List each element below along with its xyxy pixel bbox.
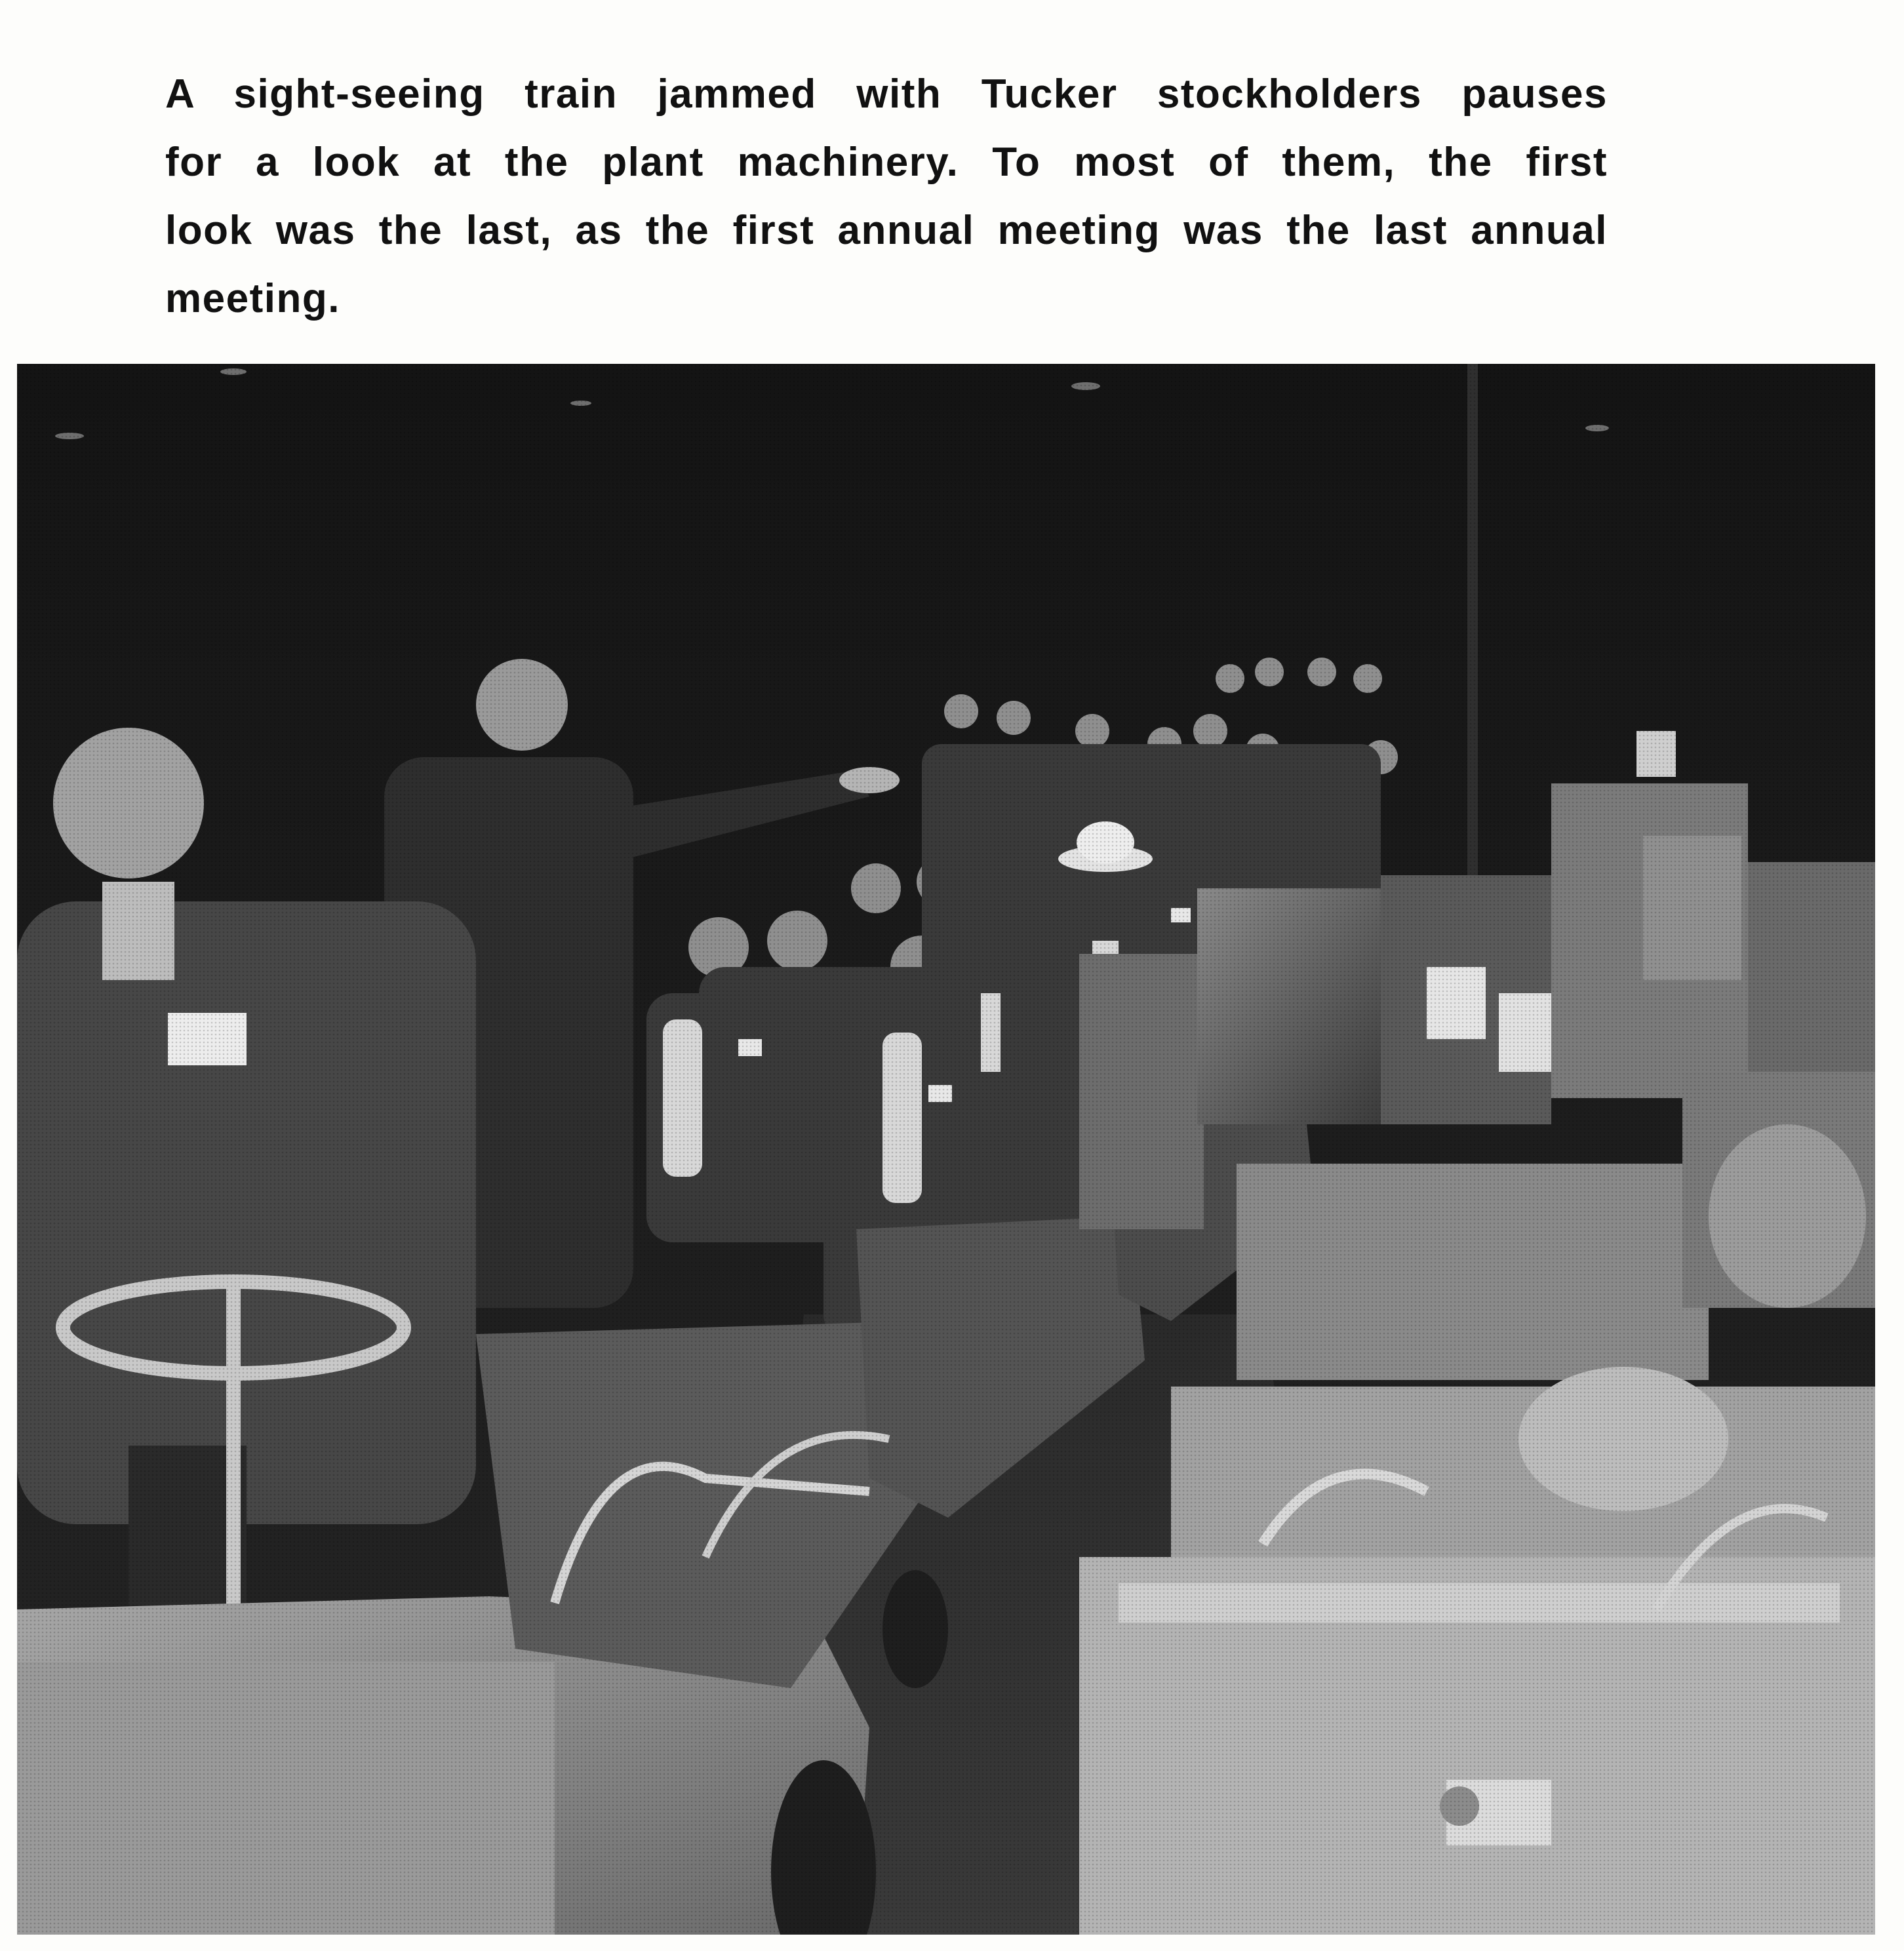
caption-line: meeting. [165, 276, 340, 321]
caption-line: A sight-seeing train jammed with Tucker stockholders pauses [165, 71, 1608, 117]
support-column [1467, 364, 1478, 888]
photo-illustration [17, 364, 1875, 1935]
caption-line: look was the last, as the first annual meeting was the last annual [165, 208, 1608, 253]
photo-caption [165, 60, 1608, 333]
caption-line: for a look at the plant machinery. To most of them, the first [165, 140, 1608, 185]
factory-tour-photograph [17, 364, 1875, 1935]
